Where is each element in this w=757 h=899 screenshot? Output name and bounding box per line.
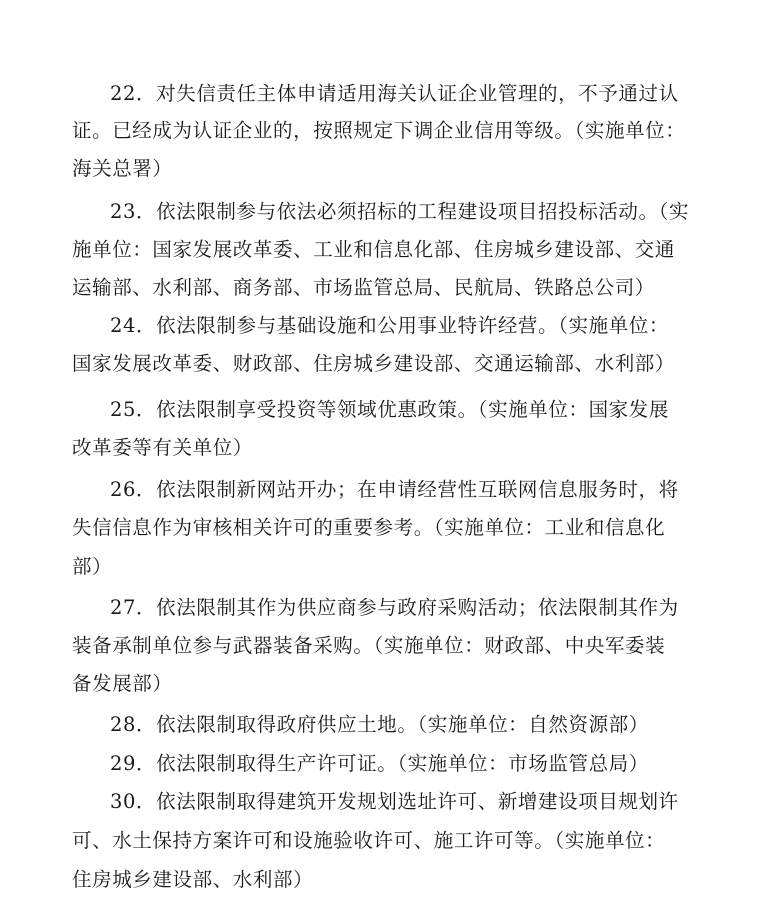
item-28-line-1: 28．依法限制取得政府供应土地。（实施单位：自然资源部） [110, 713, 649, 736]
item-27-line-2: 装备承制单位参与武器装备采购。（实施单位：财政部、中央军委装 [72, 634, 666, 657]
item-30-line-3: 住房城乡建设部、水利部） [72, 868, 314, 891]
item-30-line-1: 30．依法限制取得建筑开发规划选址许可、新增建设项目规划许 [110, 790, 679, 813]
item-22-line-3: 海关总署） [72, 157, 173, 180]
item-22-line-1: 22．对失信责任主体申请适用海关认证企业管理的，不予通过认 [110, 82, 679, 105]
item-24-line-2: 国家发展改革委、财政部、住房城乡建设部、交通运输部、水利部） [72, 352, 676, 375]
item-29-line-1: 29．依法限制取得生产许可证。（实施单位：市场监管总局） [110, 752, 649, 775]
item-26-line-2: 失信信息作为审核相关许可的重要参考。（实施单位：工业和信息化 [72, 516, 666, 539]
item-30-line-2: 可、水土保持方案许可和设施验收许可、施工许可等。（实施单位： [72, 829, 666, 852]
item-25-line-1: 25．依法限制享受投资等领域优惠政策。（实施单位：国家发展 [110, 398, 669, 421]
item-27-line-1: 27．依法限制其作为供应商参与政府采购活动；依法限制其作为 [110, 596, 679, 619]
item-27-line-3: 备发展部） [72, 672, 173, 695]
item-24-line-1: 24．依法限制参与基础设施和公用事业特许经营。（实施单位： [110, 314, 669, 337]
item-23-line-2: 施单位：国家发展改革委、工业和信息化部、住房城乡建设部、交通 [72, 238, 676, 261]
item-22-line-2: 证。已经成为认证企业的，按照规定下调企业信用等级。（实施单位： [72, 119, 686, 142]
item-25-line-2: 改革委等有关单位） [72, 436, 253, 459]
item-23-line-3: 运输部、水利部、商务部、市场监管总局、民航局、铁路总公司） [72, 276, 655, 299]
item-23-line-1: 23．依法限制参与依法必须招标的工程建设项目招投标活动。（实 [110, 200, 690, 223]
item-26-line-1: 26．依法限制新网站开办；在申请经营性互联网信息服务时，将 [110, 478, 679, 501]
item-26-line-3: 部） [72, 555, 113, 578]
